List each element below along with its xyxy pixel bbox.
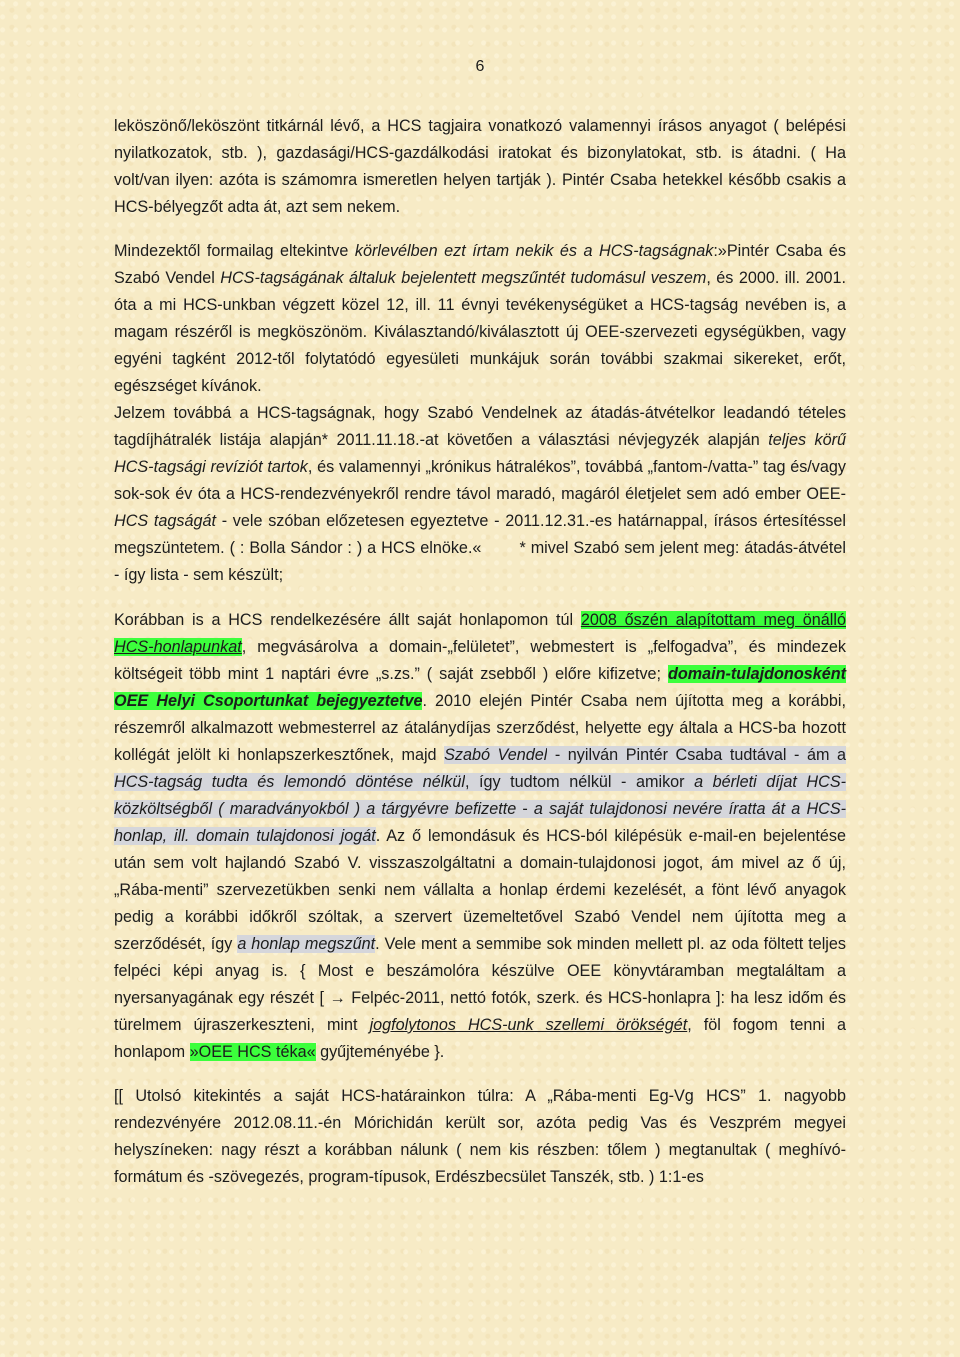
gray-highlight-italic-run: Szabó Vendel — [444, 746, 548, 764]
text-run: gyűjteményébe }. — [315, 1043, 445, 1061]
text-run: - vele szóban előzetesen egyeztetve - 2011.12.31.-es határnappal, írásos értesítéssel megszüntetem. ( : Bolla Sándor : ) a HCS elnöke.« — [114, 512, 847, 557]
underlined-italic-run: jogfolytonos HCS-unk szellemi örökségét — [369, 1016, 688, 1034]
body-text — [114, 113, 846, 1191]
gray-highlight-italic-run: a saját tulajdonosi nevére íratta át a HCS-honlap, ill. domain tulajdonosi jogát — [114, 800, 847, 845]
green-highlight-bold-run: domain-tulajdonosként OEE Helyi Csoportunkat bejegyeztetve — [114, 665, 846, 710]
italic-run: körlevélben ezt írtam nekik és a HCS-tagságnak — [354, 242, 714, 260]
gray-highlight-run: - — [516, 800, 534, 818]
footnote-run: * mivel Szabó sem jelent meg: átadás-átvétel - így lista - sem készült; — [114, 539, 846, 584]
italic-run: HCS tagságát — [114, 512, 216, 530]
green-highlight-run: »OEE HCS téka« — [189, 1043, 316, 1061]
text-run: , és valamennyi „krónikus hátralékos”, továbbá „fantom-/vatta-” tag és/vagy sok-sok év óta a HCS-rendezvényekről rendre távol maradó, magáról életjelet sem adó ember OEE- — [114, 458, 846, 503]
paragraph-website-history — [114, 607, 846, 1066]
text-run: . 2010 elején Pintér Csaba nem újította meg a korábbi, részemről alkalmazott webmesterrel az átalánydíjas szerződést, helyette egy általa a HCS-ba hozott kollégát jelölt ki honlapszerkesztőnek, majd — [114, 692, 846, 764]
paragraph-circular-letter — [114, 238, 846, 400]
paragraph-handover — [114, 113, 846, 221]
text-run: , megvásárolva a domain-„felületet”, webmestert is „felfogadva”, és mindezek költségeit több mint 1 naptári évre „s.zs.” ( saját zsebből ) előre kifizetve; — [114, 638, 846, 683]
text-run: leköszönő/leköszönt titkárnál lévő, a HCS tagjaira vonatkozó valamennyi írásos anyagot ( belépési nyilatkozatok, stb. ), gazdasági/HCS-gazdálkodási iratokat és bizonylatokat, stb. is átadni. ( Ha volt/van ilyen: azóta is számomra ismeretlen helyen tartják ). Pintér Csaba hetekkel később csakis a HCS-bélyegzőt adta át, azt sem nekem. — [114, 117, 846, 216]
paragraph-outlook — [114, 1083, 846, 1191]
green-highlight-run: 2008 őszén alapítottam meg önálló — [580, 611, 846, 629]
text-run: Korábban is a HCS rendelkezésére állt saját honlapomon túl — [114, 611, 581, 629]
gray-highlight-run: , így tudtom nélkül - amikor — [465, 773, 695, 791]
text-run: Mindezektől formailag eltekintve — [114, 242, 355, 260]
gray-highlight-italic-run: a honlap megszűnt — [237, 935, 376, 953]
paragraph-membership-revision — [114, 400, 846, 589]
text-run: :»Pintér Csaba és Szabó Vendel — [114, 242, 846, 287]
gray-highlight-run: - nyilván Pintér Csaba tudtával - ám a — [547, 746, 846, 764]
text-run: , föl fogom tenni a honlapom — [114, 1016, 846, 1061]
gray-highlight-italic-run: HCS-tagság tudta és lemondó döntése nélkül — [114, 773, 465, 791]
gray-highlight-italic-run: a bérleti díjat HCS-közköltségből ( maradványokból ) a tárgyévre befizette — [114, 773, 847, 818]
page-number: 6 — [475, 58, 485, 75]
italic-run: HCS-tagságának általuk bejelentett megszűntét tudomásul veszem — [220, 269, 707, 287]
text-run: , és 2000. ill. 2001. óta a mi HCS-unkban végzett közel 12, ill. 11 évnyi tevékenységüket a HCS-tagság nevében is, a magam részéről is megköszönöm. Kiválasztandó/kiválasztott új OEE-szervezeti egységükben, vagy egyéni tagként 2012-től folytatódó egyesületi munkájuk során további szakmai sikereket, erőt, egészséget kívánok. — [114, 269, 846, 395]
text-run: . Az ő lemondásuk és HCS-ból kilépésük e-mail-en bejelentése után sem volt hajlandó Szabó V. visszaszolgáltatni a domain-tulajdonosi jogot, ám mivel az ő új, „Rába-menti” szervezetükben senki nem vállalta a honlap érdemi kezelését, a fönt lévő anyagok pedig a korábbi időkről szóltak, a szervert üzemeltetővel Szabó Vendel nem újította meg a szerződését, így — [114, 827, 846, 953]
text-run: Jelzem továbbá a HCS-tagságnak, hogy Szabó Vendelnek az átadás-átvételkor leadandó tételes tagdíjhátralék listája alapján* 2011.11.18.-at követően a választási névjegyzék alapján — [114, 404, 846, 449]
green-highlight-italic-run: HCS-honlapunkat — [114, 638, 242, 656]
text-run: [[ Utolsó kitekintés a saját HCS-határainkon túlra: A „Rába-menti Eg-Vg HCS” 1. nagyobb rendezvényére 2012.08.11.-én Mórichidán került sor, azóta pedig Vas és Veszprém megyei helyszíneken: nagy részt a korábban nálunk ( nem kis részben: tőlem ) megtanultak ( meghívó-formátum és -szövegezés, program-típusok, Erdészbecsület Tanszék, stb. ) 1:1-es — [114, 1087, 846, 1186]
italic-run: teljes körű HCS-tagsági revíziót tartok — [114, 431, 846, 476]
text-run: . Vele ment a semmibe sok minden mellett pl. az oda föltett teljes felpéci képi anyag is. { Most e beszámolóra készülve OEE könyvtáramban megtaláltam a nyersanyagának egy részét [ → Felpéc-2011, nettó fotók, szerk. és HCS-honlapra ]: ha lesz időm és türelmem újraszerkeszteni, mint — [114, 935, 846, 1034]
